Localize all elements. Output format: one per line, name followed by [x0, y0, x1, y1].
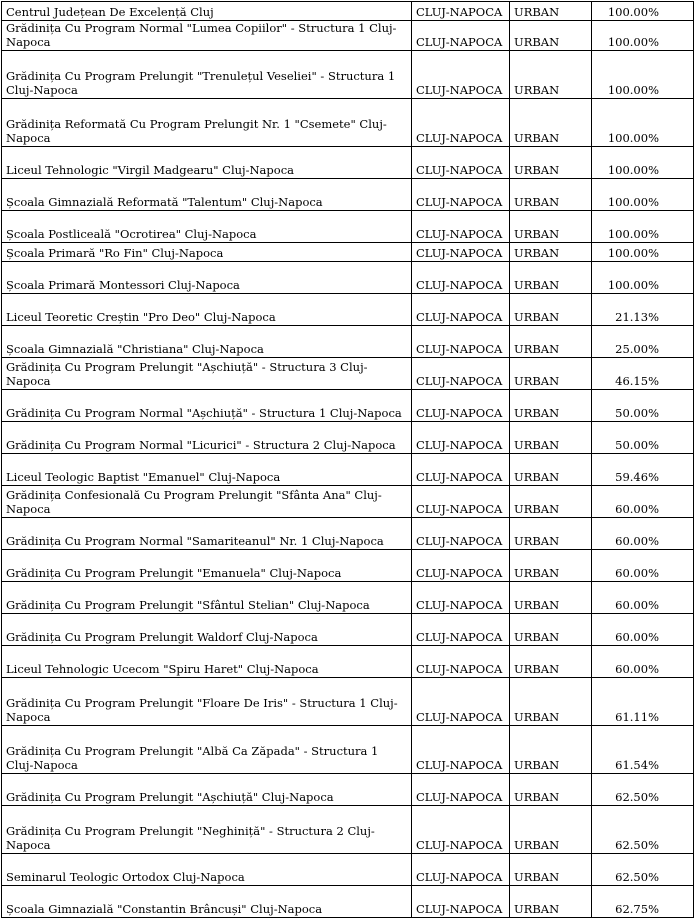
table-row: [2, 390, 694, 422]
percentage-cell: 46.15%: [592, 358, 694, 390]
school-name-cell: Școala Gimnazială "Christiana" Cluj-Napoca: [2, 326, 412, 358]
table-row: [2, 806, 694, 854]
percentage-cell: 62.50%: [592, 806, 694, 854]
percentage-cell: 21.13%: [592, 294, 694, 326]
school-name-cell: Grădinița Cu Program Normal "Licurici" - Structura 2 Cluj-Napoca: [2, 422, 412, 454]
city-cell: CLUJ-NAPOCA: [412, 726, 510, 774]
percentage-cell: 62.75%: [592, 886, 694, 918]
percentage-cell: 100.00%: [592, 262, 694, 294]
city-cell: CLUJ-NAPOCA: [412, 886, 510, 918]
school-name-cell: Grădinița Cu Program Prelungit "Floare De Iris" - Structura 1 Cluj-Napoca: [2, 678, 412, 726]
environment-cell: URBAN: [510, 550, 592, 582]
school-name-cell: Școala Gimnazială Reformată "Talentum" Cluj-Napoca: [2, 179, 412, 211]
environment-cell: URBAN: [510, 147, 592, 179]
school-name-cell: Grădinița Cu Program Prelungit "Sfântul Stelian" Cluj-Napoca: [2, 582, 412, 614]
table-row: [2, 243, 694, 262]
table-row: [2, 179, 694, 211]
school-name-cell: Școala Gimnazială "Constantin Brâncuși" Cluj-Napoca: [2, 886, 412, 918]
city-cell: CLUJ-NAPOCA: [412, 243, 510, 262]
school-name-cell: Grădinița Reformată Cu Program Prelungit Nr. 1 "Csemete" Cluj-Napoca: [2, 99, 412, 147]
city-cell: CLUJ-NAPOCA: [412, 179, 510, 211]
environment-cell: URBAN: [510, 211, 592, 243]
city-cell: CLUJ-NAPOCA: [412, 806, 510, 854]
percentage-cell: 100.00%: [592, 211, 694, 243]
environment-cell: URBAN: [510, 243, 592, 262]
percentage-cell: 25.00%: [592, 326, 694, 358]
percentage-cell: 60.00%: [592, 646, 694, 678]
environment-cell: URBAN: [510, 614, 592, 646]
table-row: [2, 2, 694, 21]
environment-cell: URBAN: [510, 454, 592, 486]
table-row: [2, 854, 694, 886]
environment-cell: URBAN: [510, 854, 592, 886]
city-cell: CLUJ-NAPOCA: [412, 582, 510, 614]
city-cell: CLUJ-NAPOCA: [412, 486, 510, 518]
environment-cell: URBAN: [510, 678, 592, 726]
table-row: [2, 774, 694, 806]
city-cell: CLUJ-NAPOCA: [412, 211, 510, 243]
city-cell: CLUJ-NAPOCA: [412, 774, 510, 806]
school-name-cell: Grădinița Cu Program Prelungit "Așchiuță" - Structura 3 Cluj-Napoca: [2, 358, 412, 390]
environment-cell: URBAN: [510, 886, 592, 918]
percentage-cell: 100.00%: [592, 51, 694, 99]
school-name-cell: Grădinița Cu Program Normal "Așchiuță" - Structura 1 Cluj-Napoca: [2, 390, 412, 422]
table-row: [2, 51, 694, 99]
percentage-cell: 60.00%: [592, 614, 694, 646]
table-row: [2, 678, 694, 726]
schools-table: [1, 1, 694, 918]
percentage-cell: 100.00%: [592, 243, 694, 262]
table-row: [2, 99, 694, 147]
city-cell: CLUJ-NAPOCA: [412, 678, 510, 726]
percentage-cell: 59.46%: [592, 454, 694, 486]
city-cell: CLUJ-NAPOCA: [412, 422, 510, 454]
environment-cell: URBAN: [510, 774, 592, 806]
school-name-cell: Grădinița Cu Program Normal "Samariteanul" Nr. 1 Cluj-Napoca: [2, 518, 412, 550]
city-cell: CLUJ-NAPOCA: [412, 390, 510, 422]
table-row: [2, 21, 694, 51]
city-cell: CLUJ-NAPOCA: [412, 550, 510, 582]
percentage-cell: 50.00%: [592, 422, 694, 454]
percentage-cell: 100.00%: [592, 179, 694, 211]
environment-cell: URBAN: [510, 646, 592, 678]
city-cell: CLUJ-NAPOCA: [412, 454, 510, 486]
table-row: [2, 518, 694, 550]
city-cell: CLUJ-NAPOCA: [412, 854, 510, 886]
environment-cell: URBAN: [510, 422, 592, 454]
table-row: [2, 262, 694, 294]
table-row: [2, 147, 694, 179]
environment-cell: URBAN: [510, 294, 592, 326]
percentage-cell: 62.50%: [592, 854, 694, 886]
percentage-cell: 100.00%: [592, 147, 694, 179]
environment-cell: URBAN: [510, 518, 592, 550]
city-cell: CLUJ-NAPOCA: [412, 147, 510, 179]
percentage-cell: 100.00%: [592, 2, 694, 21]
environment-cell: URBAN: [510, 358, 592, 390]
percentage-cell: 61.11%: [592, 678, 694, 726]
school-name-cell: Școala Primară Montessori Cluj-Napoca: [2, 262, 412, 294]
city-cell: CLUJ-NAPOCA: [412, 294, 510, 326]
environment-cell: URBAN: [510, 486, 592, 518]
environment-cell: URBAN: [510, 326, 592, 358]
percentage-cell: 50.00%: [592, 390, 694, 422]
table-row: [2, 726, 694, 774]
environment-cell: URBAN: [510, 21, 592, 51]
percentage-cell: 60.00%: [592, 582, 694, 614]
table-row: [2, 294, 694, 326]
table-row: [2, 646, 694, 678]
school-name-cell: Grădinița Cu Program Prelungit Waldorf Cluj-Napoca: [2, 614, 412, 646]
environment-cell: URBAN: [510, 51, 592, 99]
percentage-cell: 60.00%: [592, 518, 694, 550]
environment-cell: URBAN: [510, 179, 592, 211]
school-name-cell: Școala Primară "Ro Fin" Cluj-Napoca: [2, 243, 412, 262]
percentage-cell: 100.00%: [592, 99, 694, 147]
school-name-cell: Liceul Teologic Baptist "Emanuel" Cluj-Napoca: [2, 454, 412, 486]
school-name-cell: Liceul Tehnologic "Virgil Madgearu" Cluj-Napoca: [2, 147, 412, 179]
environment-cell: URBAN: [510, 2, 592, 21]
table-row: [2, 326, 694, 358]
table-row: [2, 211, 694, 243]
table-row: [2, 614, 694, 646]
city-cell: CLUJ-NAPOCA: [412, 21, 510, 51]
school-name-cell: Grădinița Cu Program Prelungit "Trenulețul Veseliei" - Structura 1 Cluj-Napoca: [2, 51, 412, 99]
city-cell: CLUJ-NAPOCA: [412, 614, 510, 646]
school-name-cell: Grădinița Cu Program Prelungit "Neghiniță" - Structura 2 Cluj-Napoca: [2, 806, 412, 854]
table-row: [2, 486, 694, 518]
school-name-cell: Centrul Județean De Excelență Cluj: [2, 2, 412, 21]
table-row: [2, 454, 694, 486]
table-row: [2, 582, 694, 614]
school-name-cell: Seminarul Teologic Ortodox Cluj-Napoca: [2, 854, 412, 886]
percentage-cell: 60.00%: [592, 550, 694, 582]
environment-cell: URBAN: [510, 582, 592, 614]
school-name-cell: Grădinița Cu Program Prelungit "Albă Ca Zăpada" - Structura 1 Cluj-Napoca: [2, 726, 412, 774]
school-name-cell: Școala Postliceală "Ocrotirea" Cluj-Napoca: [2, 211, 412, 243]
school-name-cell: Grădinița Cu Program Normal "Lumea Copiilor" - Structura 1 Cluj-Napoca: [2, 21, 412, 51]
city-cell: CLUJ-NAPOCA: [412, 2, 510, 21]
school-name-cell: Grădinița Cu Program Prelungit "Așchiuță" Cluj-Napoca: [2, 774, 412, 806]
environment-cell: URBAN: [510, 99, 592, 147]
percentage-cell: 61.54%: [592, 726, 694, 774]
city-cell: CLUJ-NAPOCA: [412, 646, 510, 678]
table-row: [2, 886, 694, 918]
environment-cell: URBAN: [510, 806, 592, 854]
environment-cell: URBAN: [510, 390, 592, 422]
city-cell: CLUJ-NAPOCA: [412, 326, 510, 358]
city-cell: CLUJ-NAPOCA: [412, 262, 510, 294]
table-row: [2, 358, 694, 390]
percentage-cell: 60.00%: [592, 486, 694, 518]
school-name-cell: Liceul Teoretic Creștin "Pro Deo" Cluj-Napoca: [2, 294, 412, 326]
environment-cell: URBAN: [510, 726, 592, 774]
city-cell: CLUJ-NAPOCA: [412, 358, 510, 390]
school-name-cell: Grădinița Cu Program Prelungit "Emanuela" Cluj-Napoca: [2, 550, 412, 582]
city-cell: CLUJ-NAPOCA: [412, 99, 510, 147]
table-row: [2, 422, 694, 454]
school-name-cell: Liceul Tehnologic Ucecom "Spiru Haret" Cluj-Napoca: [2, 646, 412, 678]
environment-cell: URBAN: [510, 262, 592, 294]
percentage-cell: 62.50%: [592, 774, 694, 806]
school-name-cell: Grădinița Confesională Cu Program Prelungit "Sfânta Ana" Cluj-Napoca: [2, 486, 412, 518]
percentage-cell: 100.00%: [592, 21, 694, 51]
city-cell: CLUJ-NAPOCA: [412, 51, 510, 99]
table-row: [2, 550, 694, 582]
city-cell: CLUJ-NAPOCA: [412, 518, 510, 550]
